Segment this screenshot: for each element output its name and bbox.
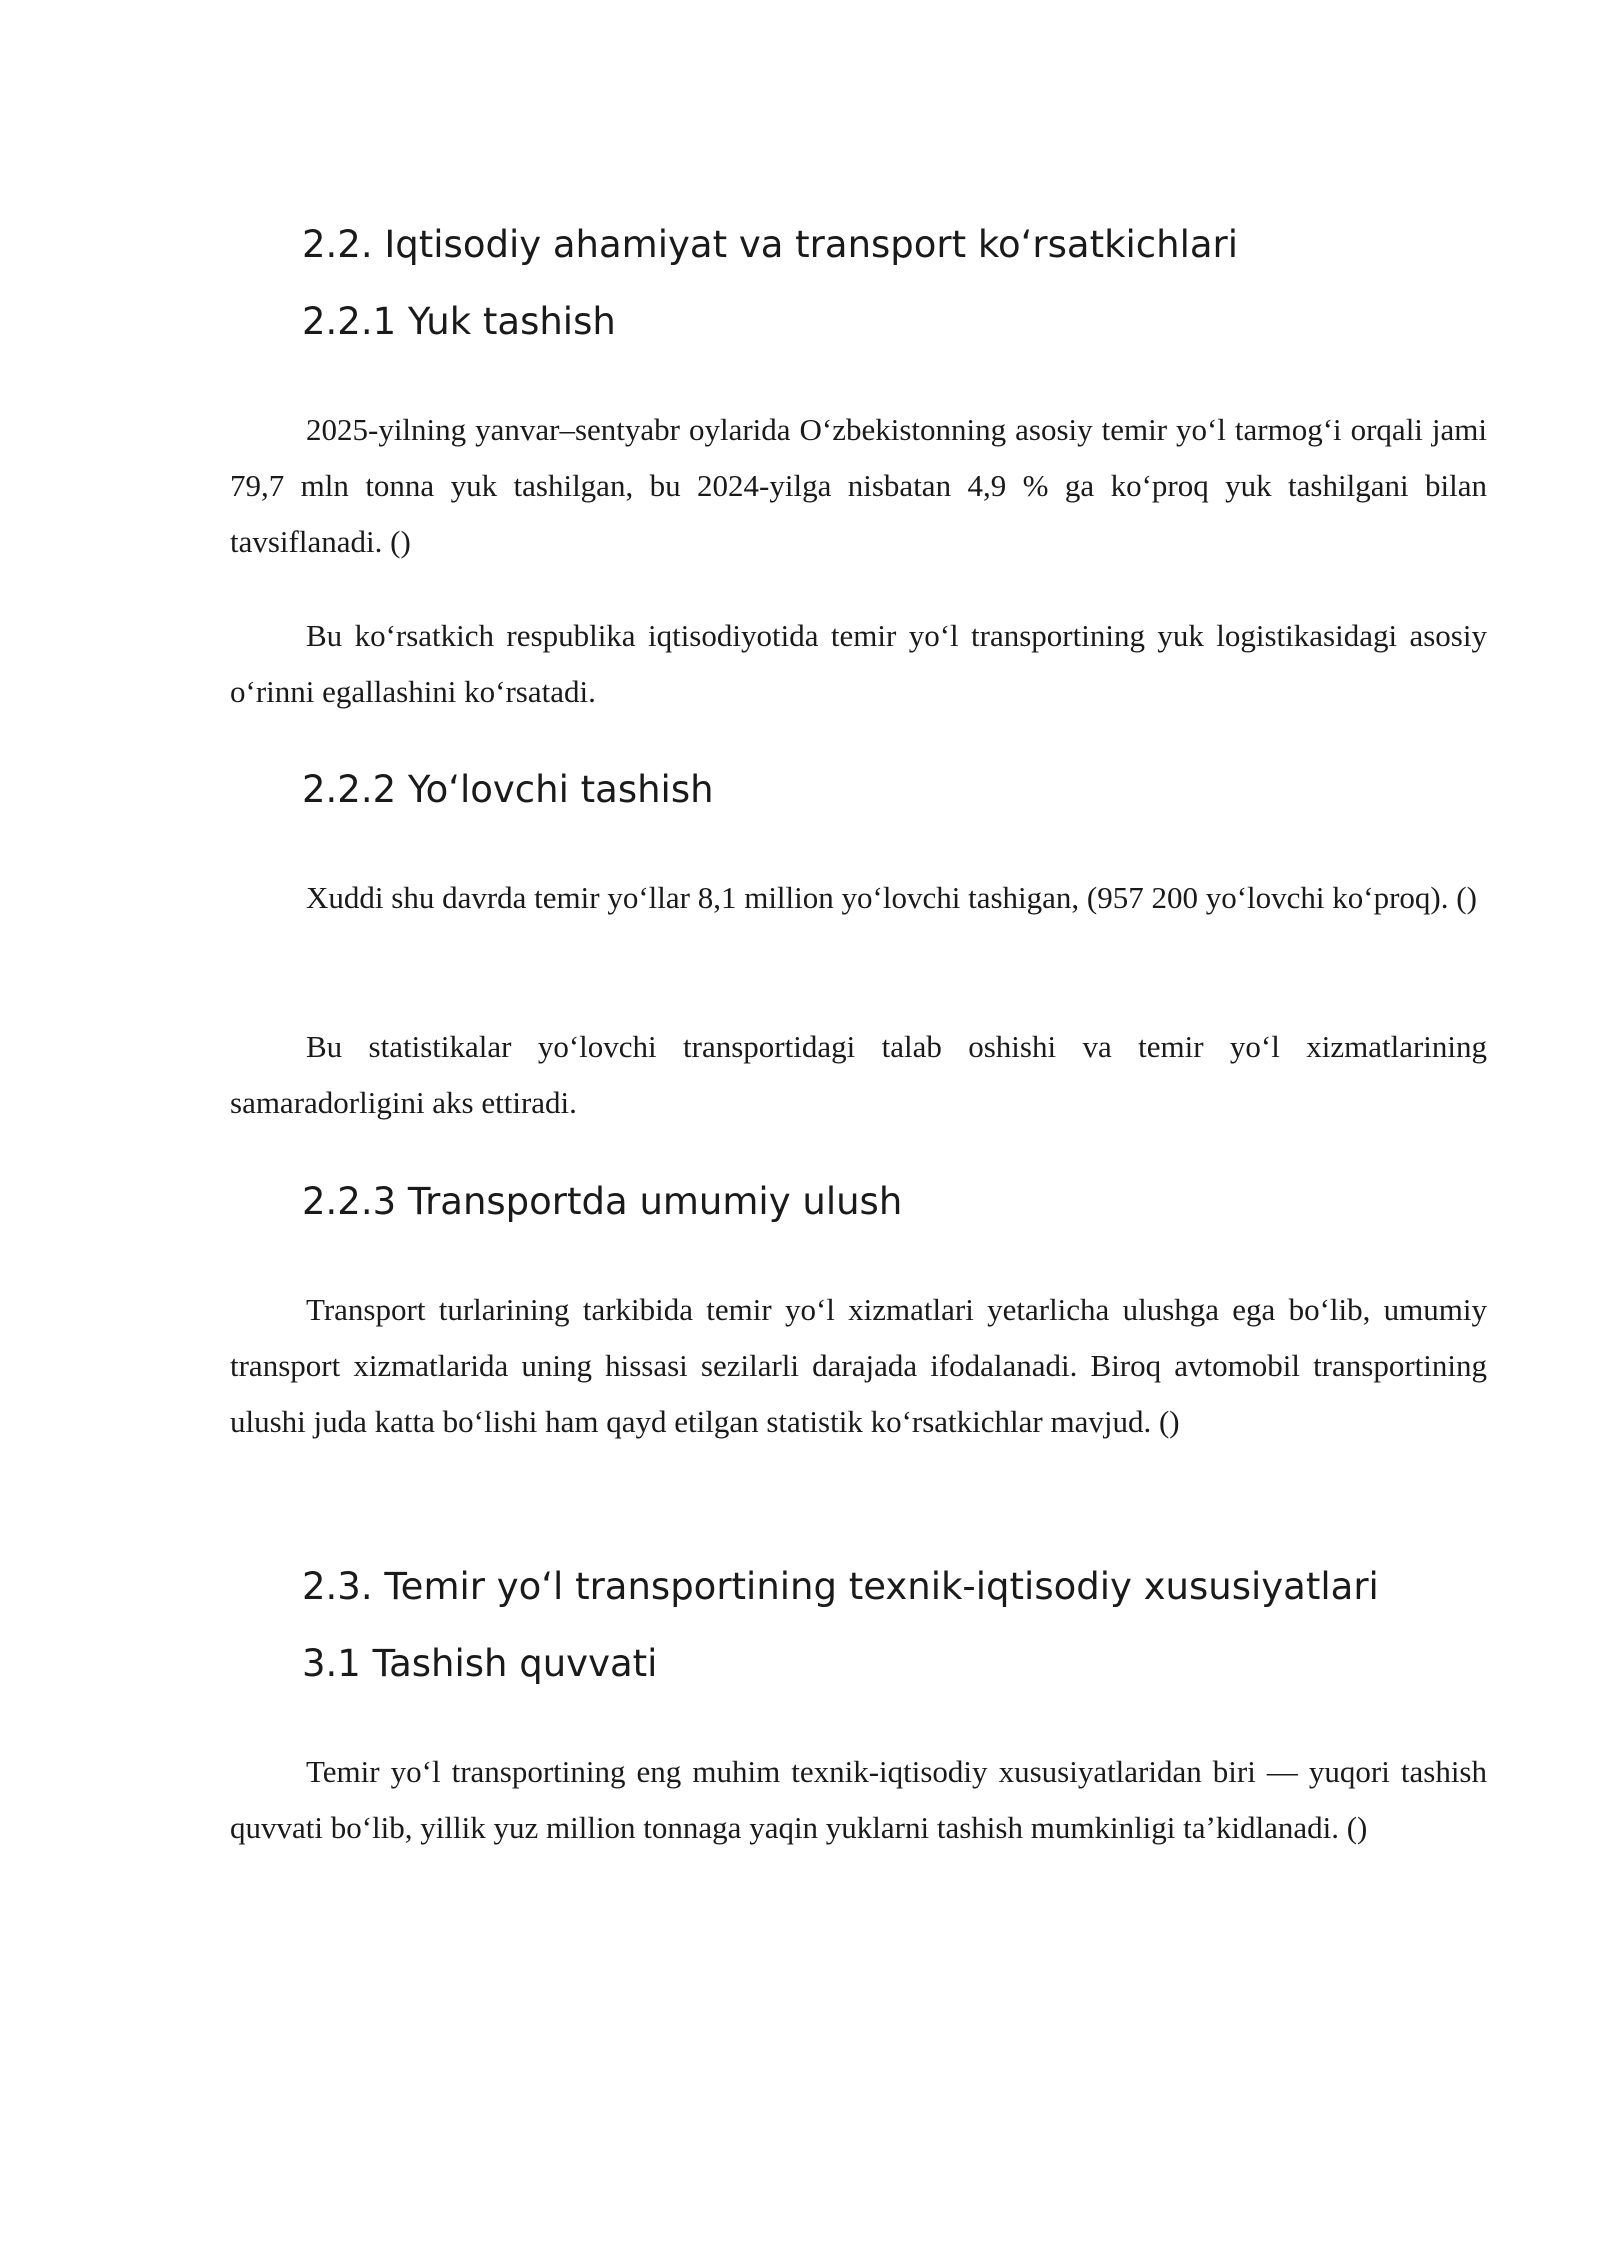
paragraph-capacity: Temir yoʻl transportining eng muhim texnik-iqtisodiy xususiyatlaridan biri — yuqori tashish quvvati boʻlib, yillik yuz million tonnaga yaqin yuklarni tashish mumkinligi taʼkidlanadi. () <box>230 1754 1487 1845</box>
paragraph-cargo-volume: 2025-yilning yanvar–sentyabr oylarida Oʻzbekistonning asosiy temir yoʻl tarmogʻi orqali jami 79,7 mln tonna yuk tashilgan, bu 2024-yilga nisbatan 4,9 % ga koʻproq yuk tashilgani bilan tavsiflanadi. () <box>230 412 1487 559</box>
subsection-heading-2-2-2: 2.2.2 Yoʻlovchi tashish <box>302 768 714 811</box>
paragraph-transport-share: Transport turlarining tarkibida temir yoʻl xizmatlari yetarlicha ulushga ega boʻlib, umumiy transport xizmatlarida uning hissasi sezilarli darajada ifodalanadi. Biroq avtomobil transportining ulushi juda katta boʻlishi ham qayd etilgan statistik koʻrsatkichlar mavjud. () <box>230 1292 1487 1439</box>
subsection-heading-2-2-3: 2.2.3 Transportda umumiy ulush <box>302 1180 903 1223</box>
section-heading-2-3: 2.3. Temir yoʻl transportining texnik-iqtisodiy xususiyatlari <box>302 1565 1379 1608</box>
paragraph-passenger-volume: Xuddi shu davrda temir yoʻllar 8,1 million yoʻlovchi tashigan, (957 200 yoʻlovchi koʻproq). () <box>306 880 1477 915</box>
paragraph-passenger-significance: Bu statistikalar yoʻlovchi transportidagi talab oshishi va temir yoʻl xizmatlarining samaradorligini aks ettiradi. <box>230 1029 1487 1120</box>
subsection-heading-3-1: 3.1 Tashish quvvati <box>302 1642 658 1685</box>
section-heading-2-2: 2.2. Iqtisodiy ahamiyat va transport koʻrsatkichlari <box>302 223 1239 266</box>
subsection-heading-2-2-1: 2.2.1 Yuk tashish <box>302 300 616 343</box>
paragraph-cargo-significance: Bu koʻrsatkich respublika iqtisodiyotida temir yoʻl transportining yuk logistikasidagi asosiy oʻrinni egallashini koʻrsatadi. <box>230 618 1487 709</box>
